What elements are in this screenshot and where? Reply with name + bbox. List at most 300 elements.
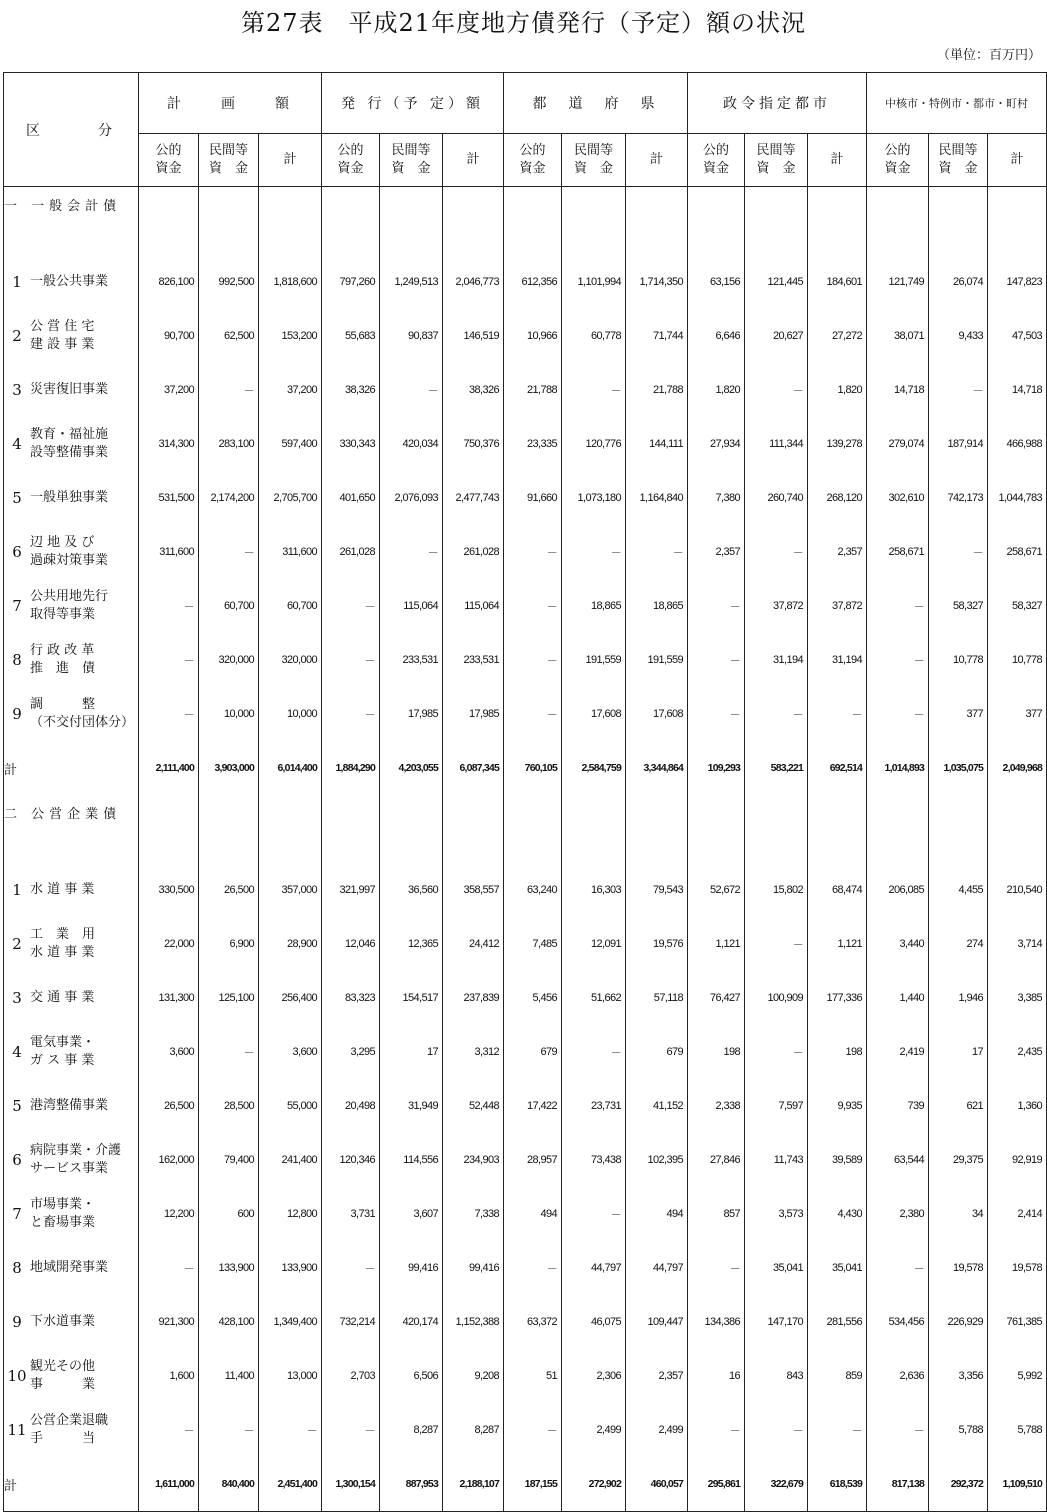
total-value-cell: 2,111,400 bbox=[139, 741, 199, 795]
value-cell: 494 bbox=[626, 1187, 688, 1241]
value-cell: 162,000 bbox=[139, 1133, 199, 1187]
value-cell: 11,400 bbox=[199, 1349, 259, 1403]
value-cell: － bbox=[745, 525, 808, 579]
empty-cell bbox=[929, 795, 988, 829]
value-cell: 3,731 bbox=[322, 1187, 380, 1241]
value-cell: 4,455 bbox=[929, 863, 988, 917]
value-cell: 187,914 bbox=[929, 417, 988, 471]
value-cell: 5,456 bbox=[504, 971, 562, 1025]
value-cell: 90,837 bbox=[380, 309, 443, 363]
value-cell: － bbox=[867, 687, 929, 741]
subheader-line2: 資金 bbox=[519, 161, 546, 176]
total-value-cell: 760,105 bbox=[504, 741, 562, 795]
total-value-cell: 322,679 bbox=[745, 1457, 808, 1512]
value-cell: 11,743 bbox=[745, 1133, 808, 1187]
row-label bbox=[4, 417, 139, 471]
row-name-line: 辺 地 及 び bbox=[30, 535, 95, 550]
value-cell: － bbox=[259, 1403, 322, 1457]
value-cell: 233,531 bbox=[443, 633, 504, 687]
row-name bbox=[30, 489, 108, 507]
value-cell: － bbox=[745, 917, 808, 971]
row-number: 7 bbox=[12, 1205, 22, 1223]
subheader-cell bbox=[443, 134, 504, 187]
table-row bbox=[4, 309, 1047, 363]
value-cell: 2,076,093 bbox=[380, 471, 443, 525]
value-cell: 24,412 bbox=[443, 917, 504, 971]
spacer-cell bbox=[745, 829, 808, 863]
subheader-line2: 資金 bbox=[337, 161, 364, 176]
value-cell: 1,044,783 bbox=[988, 471, 1047, 525]
value-cell: － bbox=[504, 579, 562, 633]
empty-cell bbox=[867, 187, 929, 222]
section-title: 二 公営企業債 bbox=[4, 795, 139, 829]
row-name-line: 港湾整備事業 bbox=[30, 1098, 109, 1113]
spacer-row bbox=[4, 221, 1047, 255]
value-cell: 55,000 bbox=[259, 1079, 322, 1133]
value-cell: 1,249,513 bbox=[380, 255, 443, 309]
value-cell: 34 bbox=[929, 1187, 988, 1241]
subheader-line1: 公的 bbox=[519, 143, 546, 158]
subheader-line1: 民間等 bbox=[938, 143, 978, 158]
value-cell: 2,046,773 bbox=[443, 255, 504, 309]
page-title: 第27表 平成21年度地方債発行（予定）額の状況 bbox=[240, 9, 807, 37]
value-cell: 147,823 bbox=[988, 255, 1047, 309]
row-name-line: 一般公共事業 bbox=[30, 274, 109, 289]
value-cell: － bbox=[322, 1241, 380, 1295]
value-cell: 44,797 bbox=[626, 1241, 688, 1295]
value-cell: 102,395 bbox=[626, 1133, 688, 1187]
empty-cell bbox=[867, 795, 929, 829]
row-name-line: 工 業 用 bbox=[30, 927, 96, 942]
row-name-line: 電気事業・ bbox=[30, 1035, 96, 1050]
subheader-line1: 民間等 bbox=[208, 143, 248, 158]
value-cell: 377 bbox=[929, 687, 988, 741]
table-row bbox=[4, 525, 1047, 579]
total-value-cell: 272,902 bbox=[562, 1457, 626, 1512]
value-cell: 26,500 bbox=[199, 863, 259, 917]
value-cell: 99,416 bbox=[380, 1241, 443, 1295]
row-number: 2 bbox=[12, 935, 22, 953]
value-cell: 5,788 bbox=[988, 1403, 1047, 1457]
value-cell: 71,744 bbox=[626, 309, 688, 363]
value-cell: 31,949 bbox=[380, 1079, 443, 1133]
value-cell: 206,085 bbox=[867, 863, 929, 917]
total-value-cell: 1,109,510 bbox=[988, 1457, 1047, 1512]
empty-cell bbox=[199, 795, 259, 829]
row-name-line: 設等整備事業 bbox=[30, 445, 109, 460]
value-cell: 597,400 bbox=[259, 417, 322, 471]
value-cell: 1,440 bbox=[867, 971, 929, 1025]
spacer-cell bbox=[4, 221, 139, 255]
value-cell: 99,416 bbox=[443, 1241, 504, 1295]
spacer-cell bbox=[504, 221, 562, 255]
value-cell: 62,500 bbox=[199, 309, 259, 363]
value-cell: 3,356 bbox=[929, 1349, 988, 1403]
row-name bbox=[30, 588, 108, 624]
value-cell: 52,672 bbox=[688, 863, 745, 917]
row-name bbox=[30, 1412, 108, 1448]
group-header-other-municipalities: 中核市・特例市・都市・町村 bbox=[867, 73, 1047, 134]
total-value-cell: 109,293 bbox=[688, 741, 745, 795]
value-cell: 44,797 bbox=[562, 1241, 626, 1295]
value-cell: 55,683 bbox=[322, 309, 380, 363]
row-label bbox=[4, 917, 139, 971]
value-cell: 27,272 bbox=[808, 309, 867, 363]
value-cell: 83,323 bbox=[322, 971, 380, 1025]
value-cell: 3,573 bbox=[745, 1187, 808, 1241]
value-cell: 494 bbox=[504, 1187, 562, 1241]
subheader-line1: 民間等 bbox=[756, 143, 796, 158]
subheader-line1: 公的 bbox=[884, 143, 911, 158]
value-cell: 2,380 bbox=[867, 1187, 929, 1241]
subheader-line2: 資 金 bbox=[574, 161, 614, 176]
spacer-cell bbox=[504, 829, 562, 863]
value-cell: 274 bbox=[929, 917, 988, 971]
value-cell: 9,935 bbox=[808, 1079, 867, 1133]
value-cell: 2,703 bbox=[322, 1349, 380, 1403]
spacer-cell bbox=[988, 221, 1047, 255]
row-name bbox=[30, 1034, 95, 1070]
total-value-cell: 3,344,864 bbox=[626, 741, 688, 795]
row-name bbox=[30, 1142, 121, 1178]
value-cell: － bbox=[929, 363, 988, 417]
row-name bbox=[30, 642, 95, 678]
value-cell: 233,531 bbox=[380, 633, 443, 687]
row-name bbox=[30, 1313, 95, 1331]
subheader-cell bbox=[380, 134, 443, 187]
empty-cell bbox=[199, 187, 259, 222]
value-cell: 27,846 bbox=[688, 1133, 745, 1187]
row-number: 9 bbox=[12, 705, 22, 723]
subheader-line2: 資金 bbox=[703, 161, 730, 176]
value-cell: － bbox=[745, 363, 808, 417]
value-cell: 131,300 bbox=[139, 971, 199, 1025]
value-cell: 2,419 bbox=[867, 1025, 929, 1079]
total-value-cell: 2,451,400 bbox=[259, 1457, 322, 1512]
row-label bbox=[4, 255, 139, 309]
spacer-cell bbox=[688, 829, 745, 863]
value-cell: 177,336 bbox=[808, 971, 867, 1025]
value-cell: 17 bbox=[380, 1025, 443, 1079]
value-cell: 268,120 bbox=[808, 471, 867, 525]
spacer-cell bbox=[688, 221, 745, 255]
value-cell: 63,372 bbox=[504, 1295, 562, 1349]
row-name-line: 過疎対策事業 bbox=[30, 553, 109, 568]
value-cell: 732,214 bbox=[322, 1295, 380, 1349]
value-cell: 23,731 bbox=[562, 1079, 626, 1133]
value-cell: 17,985 bbox=[380, 687, 443, 741]
value-cell: 1,714,350 bbox=[626, 255, 688, 309]
value-cell: 679 bbox=[626, 1025, 688, 1079]
value-cell: 2,499 bbox=[562, 1403, 626, 1457]
total-value-cell: 817,138 bbox=[867, 1457, 929, 1512]
row-number: 8 bbox=[12, 651, 22, 669]
total-value-cell: 292,372 bbox=[929, 1457, 988, 1512]
row-name-line: 調 整 bbox=[30, 697, 96, 712]
empty-cell bbox=[808, 795, 867, 829]
value-cell: 357,000 bbox=[259, 863, 322, 917]
value-cell: 51 bbox=[504, 1349, 562, 1403]
row-number: 6 bbox=[12, 1151, 22, 1169]
empty-cell bbox=[808, 187, 867, 222]
value-cell: 6,646 bbox=[688, 309, 745, 363]
value-cell: 466,988 bbox=[988, 417, 1047, 471]
value-cell: － bbox=[322, 579, 380, 633]
subheader-cell bbox=[988, 134, 1047, 187]
row-label bbox=[4, 471, 139, 525]
value-cell: 21,788 bbox=[504, 363, 562, 417]
subheader-cell bbox=[929, 134, 988, 187]
value-cell: 60,778 bbox=[562, 309, 626, 363]
empty-cell bbox=[562, 795, 626, 829]
value-cell: 13,000 bbox=[259, 1349, 322, 1403]
row-name-line: （不交付団体分） bbox=[30, 715, 135, 730]
value-cell: － bbox=[688, 633, 745, 687]
spacer-cell bbox=[867, 221, 929, 255]
value-cell: 26,500 bbox=[139, 1079, 199, 1133]
empty-cell bbox=[562, 187, 626, 222]
value-cell: － bbox=[504, 1403, 562, 1457]
row-label bbox=[4, 525, 139, 579]
value-cell: 750,376 bbox=[443, 417, 504, 471]
empty-cell bbox=[988, 187, 1047, 222]
value-cell: 21,788 bbox=[626, 363, 688, 417]
row-number: 1 bbox=[12, 273, 22, 291]
value-cell: 10,778 bbox=[988, 633, 1047, 687]
row-name bbox=[30, 696, 134, 732]
value-cell: 321,997 bbox=[322, 863, 380, 917]
total-value-cell: 1,884,290 bbox=[322, 741, 380, 795]
value-cell: 19,576 bbox=[626, 917, 688, 971]
value-cell: 19,578 bbox=[988, 1241, 1047, 1295]
value-cell: 320,000 bbox=[199, 633, 259, 687]
value-cell: 58,327 bbox=[988, 579, 1047, 633]
value-cell: 36,560 bbox=[380, 863, 443, 917]
value-cell: 63,544 bbox=[867, 1133, 929, 1187]
value-cell: 154,517 bbox=[380, 971, 443, 1025]
row-label bbox=[4, 633, 139, 687]
value-cell: 1,946 bbox=[929, 971, 988, 1025]
value-cell: 6,900 bbox=[199, 917, 259, 971]
total-value-cell: 1,300,154 bbox=[322, 1457, 380, 1512]
value-cell: 5,992 bbox=[988, 1349, 1047, 1403]
value-cell: 330,500 bbox=[139, 863, 199, 917]
value-cell: 17,608 bbox=[626, 687, 688, 741]
value-cell: 8,287 bbox=[380, 1403, 443, 1457]
table-row bbox=[4, 1133, 1047, 1187]
spacer-cell bbox=[139, 829, 199, 863]
row-name-line: 公 営 住 宅 bbox=[30, 319, 95, 334]
value-cell: － bbox=[139, 633, 199, 687]
value-cell: 37,872 bbox=[745, 579, 808, 633]
value-cell: 3,440 bbox=[867, 917, 929, 971]
value-cell: 60,700 bbox=[199, 579, 259, 633]
row-label bbox=[4, 1403, 139, 1457]
spacer-cell bbox=[259, 221, 322, 255]
row-name-line: 行 政 改 革 bbox=[30, 643, 95, 658]
total-value-cell: 2,584,759 bbox=[562, 741, 626, 795]
value-cell: 7,597 bbox=[745, 1079, 808, 1133]
value-cell: 1,121 bbox=[808, 917, 867, 971]
value-cell: 7,338 bbox=[443, 1187, 504, 1241]
empty-cell bbox=[504, 187, 562, 222]
value-cell: 47,503 bbox=[988, 309, 1047, 363]
value-cell: 41,152 bbox=[626, 1079, 688, 1133]
table-row bbox=[4, 471, 1047, 525]
value-cell: 35,041 bbox=[745, 1241, 808, 1295]
value-cell: － bbox=[504, 687, 562, 741]
value-cell: 12,365 bbox=[380, 917, 443, 971]
empty-cell bbox=[380, 187, 443, 222]
value-cell: 134,386 bbox=[688, 1295, 745, 1349]
value-cell: 314,300 bbox=[139, 417, 199, 471]
row-name-line: 災害復旧事業 bbox=[30, 382, 109, 397]
empty-cell bbox=[259, 187, 322, 222]
value-cell: 260,740 bbox=[745, 471, 808, 525]
value-cell: 401,650 bbox=[322, 471, 380, 525]
row-number: 7 bbox=[12, 597, 22, 615]
table-row bbox=[4, 417, 1047, 471]
row-name bbox=[30, 989, 94, 1007]
value-cell: 121,445 bbox=[745, 255, 808, 309]
subheader-cell bbox=[504, 134, 562, 187]
subheader-cell bbox=[199, 134, 259, 187]
table-row bbox=[4, 687, 1047, 741]
value-cell: 739 bbox=[867, 1079, 929, 1133]
spacer-cell bbox=[443, 221, 504, 255]
value-cell: 114,556 bbox=[380, 1133, 443, 1187]
row-number: 4 bbox=[12, 1043, 22, 1061]
row-label bbox=[4, 309, 139, 363]
subheader-line1: 公的 bbox=[337, 143, 364, 158]
subheader-line1: 計 bbox=[1010, 152, 1024, 167]
value-cell: 184,601 bbox=[808, 255, 867, 309]
value-cell: 2,306 bbox=[562, 1349, 626, 1403]
row-label bbox=[4, 1241, 139, 1295]
value-cell: 109,447 bbox=[626, 1295, 688, 1349]
value-cell: 2,338 bbox=[688, 1079, 745, 1133]
value-cell: 20,498 bbox=[322, 1079, 380, 1133]
row-label bbox=[4, 579, 139, 633]
value-cell: 29,375 bbox=[929, 1133, 988, 1187]
subheader-line1: 民間等 bbox=[391, 143, 431, 158]
total-label: 計 bbox=[4, 1457, 139, 1512]
value-cell: 28,900 bbox=[259, 917, 322, 971]
total-value-cell: 1,611,000 bbox=[139, 1457, 199, 1512]
value-cell: 139,278 bbox=[808, 417, 867, 471]
value-cell: 1,121 bbox=[688, 917, 745, 971]
value-cell: 15,802 bbox=[745, 863, 808, 917]
empty-cell bbox=[745, 187, 808, 222]
value-cell: － bbox=[867, 579, 929, 633]
value-cell: 191,559 bbox=[562, 633, 626, 687]
empty-cell bbox=[380, 795, 443, 829]
value-cell: － bbox=[322, 687, 380, 741]
value-cell: 57,118 bbox=[626, 971, 688, 1025]
row-name-line: 事 業 bbox=[30, 1377, 96, 1392]
row-name-line: 公共用地先行 bbox=[30, 589, 109, 604]
value-cell: 330,343 bbox=[322, 417, 380, 471]
row-number: 4 bbox=[12, 435, 22, 453]
value-cell: 191,559 bbox=[626, 633, 688, 687]
value-cell: 261,028 bbox=[443, 525, 504, 579]
table-header bbox=[4, 73, 1047, 187]
value-cell: 237,839 bbox=[443, 971, 504, 1025]
subheader-line2: 資金 bbox=[884, 161, 911, 176]
value-cell: 79,543 bbox=[626, 863, 688, 917]
value-cell: 2,357 bbox=[808, 525, 867, 579]
subheader-line1: 計 bbox=[283, 152, 297, 167]
subheader-cell bbox=[322, 134, 380, 187]
table-row bbox=[4, 1025, 1047, 1079]
value-cell: 1,360 bbox=[988, 1079, 1047, 1133]
spacer-cell bbox=[626, 221, 688, 255]
subheader-line1: 計 bbox=[466, 152, 480, 167]
value-cell: 428,100 bbox=[199, 1295, 259, 1349]
value-cell: － bbox=[139, 1403, 199, 1457]
subheader-line1: 公的 bbox=[155, 143, 182, 158]
row-name bbox=[30, 426, 108, 462]
value-cell: 1,820 bbox=[808, 363, 867, 417]
value-cell: 52,448 bbox=[443, 1079, 504, 1133]
subheader-cell bbox=[626, 134, 688, 187]
subheader-cell bbox=[259, 134, 322, 187]
value-cell: 10,778 bbox=[929, 633, 988, 687]
row-number: 6 bbox=[12, 543, 22, 561]
row-label bbox=[4, 1349, 139, 1403]
value-cell: 37,200 bbox=[139, 363, 199, 417]
value-cell: － bbox=[745, 1025, 808, 1079]
row-name-line: 一般単独事業 bbox=[30, 490, 109, 505]
subheader-cell bbox=[867, 134, 929, 187]
value-cell: 600 bbox=[199, 1187, 259, 1241]
subheader-line1: 計 bbox=[650, 152, 664, 167]
value-cell: 76,427 bbox=[688, 971, 745, 1025]
row-label bbox=[4, 1295, 139, 1349]
value-cell: 1,600 bbox=[139, 1349, 199, 1403]
row-name bbox=[30, 318, 94, 354]
kubun-header: 区 分 bbox=[4, 73, 139, 187]
row-label bbox=[4, 1079, 139, 1133]
row-name bbox=[30, 1358, 95, 1394]
row-name-line: サービス事業 bbox=[30, 1161, 109, 1176]
subheader-line2: 資 金 bbox=[756, 161, 796, 176]
value-cell: 9,433 bbox=[929, 309, 988, 363]
row-name-line: 推 進 債 bbox=[30, 661, 96, 676]
row-name-line: 手 当 bbox=[30, 1431, 96, 1446]
value-cell: 12,046 bbox=[322, 917, 380, 971]
spacer-cell bbox=[322, 221, 380, 255]
value-cell: － bbox=[504, 633, 562, 687]
value-cell: － bbox=[139, 1241, 199, 1295]
spacer-cell bbox=[929, 829, 988, 863]
value-cell: － bbox=[139, 687, 199, 741]
spacer-cell bbox=[199, 829, 259, 863]
value-cell: 283,100 bbox=[199, 417, 259, 471]
spacer-cell bbox=[808, 221, 867, 255]
group-header-designated-cities: 政令指定都市 bbox=[688, 73, 867, 134]
value-cell: 826,100 bbox=[139, 255, 199, 309]
value-cell: 281,556 bbox=[808, 1295, 867, 1349]
value-cell: 63,240 bbox=[504, 863, 562, 917]
value-cell: 12,091 bbox=[562, 917, 626, 971]
value-cell: － bbox=[504, 1241, 562, 1295]
value-cell: 120,776 bbox=[562, 417, 626, 471]
value-cell: 258,671 bbox=[988, 525, 1047, 579]
value-cell: 16,303 bbox=[562, 863, 626, 917]
value-cell: 3,295 bbox=[322, 1025, 380, 1079]
row-name-line: 水 道 事 業 bbox=[30, 945, 95, 960]
